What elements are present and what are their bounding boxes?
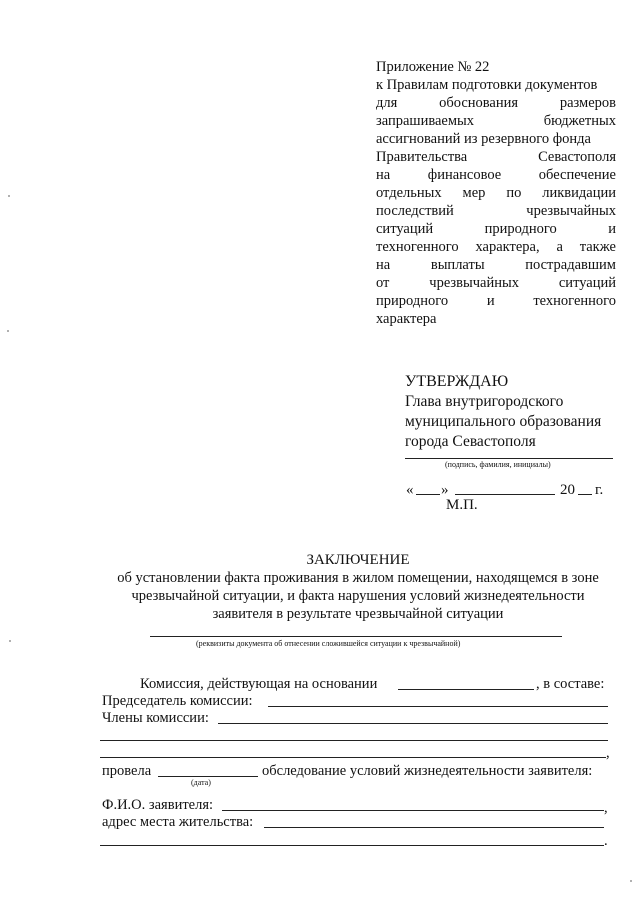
appendix-word: пострадавшим [525, 257, 616, 273]
commission-label: Комиссия, действующая на основании [140, 676, 378, 692]
date-year-field[interactable] [578, 494, 592, 495]
appendix-word: Севастополя [538, 149, 616, 165]
title-line-3: заявителя в результате чрезвычайной ситуации [212, 606, 504, 622]
requisites-caption: (реквизиты документа об отнесении сложившейся ситуации к чрезвычайной) [196, 639, 461, 648]
appendix-word: ситуаций [558, 275, 616, 291]
appendix-word: на [376, 257, 391, 273]
stamp-label: М.П. [446, 497, 478, 513]
appendix-line: Приложение № 22 [376, 59, 490, 75]
appendix-line: к Правилам подготовки документов [376, 77, 598, 93]
date-close-quote: » [441, 482, 449, 498]
appendix-word: природного [484, 221, 557, 237]
date-day-field[interactable] [416, 494, 440, 495]
appendix-word: чрезвычайных [429, 275, 519, 291]
appendix-line [376, 202, 616, 220]
members-field[interactable] [218, 723, 608, 724]
date-open-quote: « [406, 482, 414, 498]
appendix-word: от [376, 275, 390, 291]
scan-speck [630, 880, 632, 882]
date-year-suffix: г. [595, 482, 604, 498]
appendix-word: финансовое [427, 167, 502, 183]
appendix-word: чрезвычайных [526, 203, 616, 219]
appendix-word: на [376, 167, 391, 183]
approval-line-1: Глава внутригородского [405, 393, 564, 410]
appendix-word: характера, [475, 239, 540, 255]
appendix-word: обоснования [439, 95, 519, 111]
chairman-field[interactable] [268, 706, 608, 707]
appendix-word: отдельных [376, 185, 442, 201]
applicant-field[interactable] [222, 810, 604, 811]
document-title: ЗАКЛЮЧЕНИЕ [306, 552, 410, 568]
appendix-word: ситуаций [376, 221, 434, 237]
appendix-word: а [556, 239, 563, 255]
address-label: адрес места жительства: [102, 814, 254, 830]
appendix-line [376, 148, 616, 166]
members-label: Члены комиссии: [102, 710, 209, 726]
members-field-3[interactable] [100, 757, 606, 758]
inspection-date-field[interactable] [158, 776, 258, 777]
composition-label: , в составе: [536, 676, 605, 692]
appendix-word: размеров [559, 95, 616, 111]
title-line-2: чрезвычайной ситуации, и факта нарушения условий жизнедеятельности [131, 588, 585, 604]
appendix-word: бюджетных [543, 113, 616, 129]
conducted-label: провела [102, 763, 152, 779]
appendix-word: техногенного [376, 239, 459, 255]
appendix-line [376, 238, 616, 256]
appendix-word: техногенного [533, 293, 616, 309]
inspection-label: обследование условий жизнедеятельности заявителя: [262, 763, 593, 779]
appendix-word: запрашиваемых [376, 113, 475, 129]
appendix-line [376, 166, 616, 184]
appendix-line [376, 274, 616, 292]
appendix-word: выплаты [430, 257, 485, 273]
appendix-line: ассигнований из резервного фонда [376, 131, 591, 147]
scan-speck [8, 195, 10, 197]
requisites-field[interactable] [150, 636, 562, 637]
address-field[interactable] [264, 827, 604, 828]
approval-line-3: города Севастополя [405, 433, 536, 450]
address-period: . [604, 833, 608, 849]
appendix-block [376, 58, 616, 328]
approval-heading: УТВЕРЖДАЮ [405, 373, 509, 390]
scan-speck [9, 640, 11, 642]
appendix-word: для [376, 95, 398, 111]
appendix-line [376, 256, 616, 274]
appendix-word: также [579, 239, 616, 255]
date-year-prefix: 20 [560, 482, 575, 498]
address-field-2[interactable] [100, 845, 604, 846]
members-comma: , [606, 745, 610, 761]
signature-line[interactable] [405, 458, 613, 459]
appendix-line [376, 220, 616, 238]
appendix-line [376, 292, 616, 310]
appendix-word: природного [376, 293, 449, 309]
appendix-line [376, 94, 616, 112]
appendix-line [376, 112, 616, 130]
appendix-word: по [506, 185, 522, 201]
chairman-label: Председатель комиссии: [102, 693, 253, 709]
members-field-2[interactable] [100, 740, 608, 741]
scan-speck [7, 330, 9, 332]
appendix-word: обеспечение [538, 167, 616, 183]
date-month-field[interactable] [455, 494, 555, 495]
applicant-comma: , [604, 800, 608, 816]
date-caption: (дата) [191, 778, 211, 787]
appendix-line [376, 184, 616, 202]
appendix-word: Правительства [376, 149, 468, 165]
appendix-word: последствий [376, 203, 454, 219]
appendix-word: и [486, 293, 495, 309]
appendix-word: мер [462, 185, 486, 201]
signature-caption: (подпись, фамилия, инициалы) [445, 460, 551, 469]
appendix-word: и [608, 221, 616, 237]
appendix-line: характера [376, 311, 437, 327]
approval-line-2: муниципального образования [405, 413, 602, 430]
approval-block [405, 372, 625, 452]
commission-basis-field[interactable] [398, 689, 534, 690]
applicant-label: Ф.И.О. заявителя: [102, 797, 214, 813]
appendix-word: ликвидации [542, 185, 616, 201]
title-line-1: об установлении факта проживания в жилом помещении, находящемся в зоне [117, 570, 599, 586]
